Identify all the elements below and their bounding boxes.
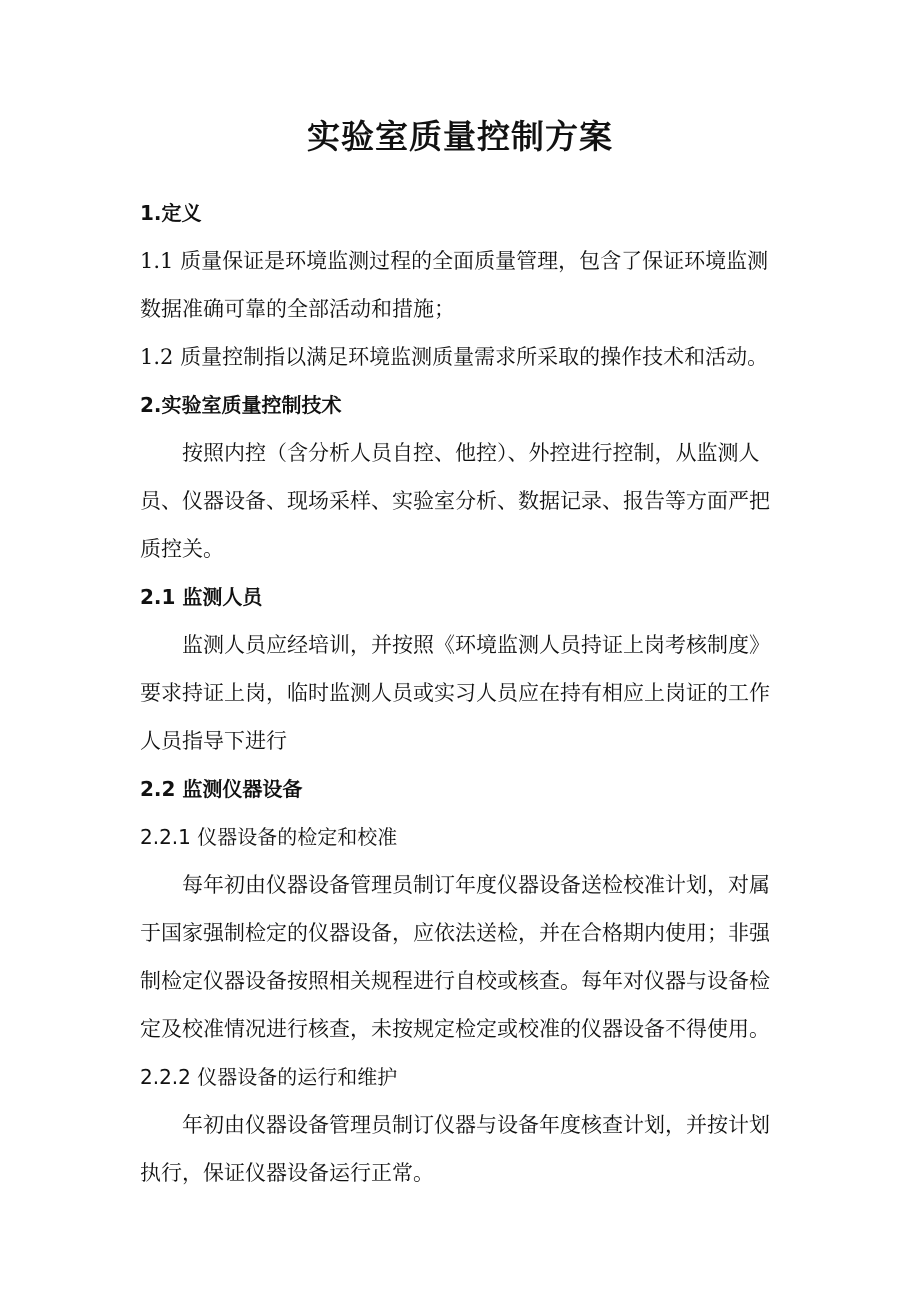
paragraph-line: 执行，保证仪器设备运行正常。 [140,1161,434,1185]
paragraph-line: 按照内控（含分析人员自控、他控）、外控进行控制，从监测人 [182,441,760,465]
paragraph-line: 定及校准情况进行核查，未按规定检定或校准的仪器设备不得使用。 [140,1017,770,1041]
paragraph-line: 每年初由仪器设备管理员制订年度仪器设备送检校准计划，对属 [182,873,770,897]
document-body [140,189,785,1197]
subsection-heading-calibration: 2.2.1 仪器设备的检定和校准 [140,825,398,849]
paragraph-line: 数据准确可靠的全部活动和措施； [140,297,455,321]
paragraph-line: 年初由仪器设备管理员制订仪器与设备年度核查计划，并按计划 [182,1113,770,1137]
paragraph-line: 于国家强制检定的仪器设备，应依法送检，并在合格期内使用；非强 [140,921,770,945]
paragraph-line: 人员指导下进行 [140,729,287,753]
paragraph-line: 员、仪器设备、现场采样、实验室分析、数据记录、报告等方面严把 [140,489,770,513]
subsection-heading-maintenance: 2.2.2 仪器设备的运行和维护 [140,1065,398,1089]
paragraph-line: 1.2 质量控制指以满足环境监测质量需求所采取的操作技术和活动。 [140,345,769,369]
paragraph-line: 1.1 质量保证是环境监测过程的全面质量管理，包含了保证环境监测 [140,249,769,273]
paragraph-line: 制检定仪器设备按照相关规程进行自校或核查。每年对仪器与设备检 [140,969,770,993]
section-heading-personnel: 2.1 监测人员 [140,585,263,609]
paragraph-line: 监测人员应经培训，并按照《环境监测人员持证上岗考核制度》 [182,633,770,657]
paragraph-line: 质控关。 [140,537,224,561]
section-heading-qc-technique: 2.实验室质量控制技术 [140,393,342,417]
paragraph-line: 要求持证上岗，临时监测人员或实习人员应在持有相应上岗证的工作 [140,681,770,705]
document-title: 实验室质量控制方案 [307,117,613,156]
section-heading-definition: 1.定义 [140,201,202,225]
section-heading-instruments: 2.2 监测仪器设备 [140,777,303,801]
